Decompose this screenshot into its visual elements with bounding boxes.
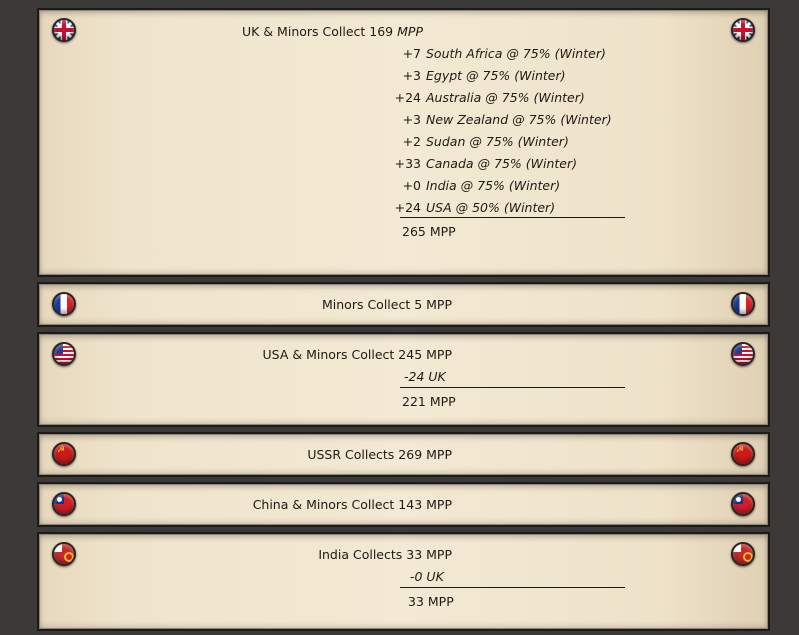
uk-collection-panel [37,8,770,277]
line-text: Australia @ 75% (Winter) [426,90,585,105]
line-text: Sudan @ 75% (Winter) [426,134,569,149]
line-amount: +24 [394,200,421,215]
india-flag-icon [731,542,755,566]
ussr-flag-icon [731,442,755,466]
adjustment-line: -24 UK [404,369,446,384]
usa-flag-icon [52,342,76,366]
france-flag-icon [731,292,755,316]
panel-title: China & Minors Collect 143 MPP [252,497,452,512]
ussr-flag-icon [52,442,76,466]
line-text: South Africa @ 75% (Winter) [426,46,606,61]
line-amount: +3 [402,68,421,83]
total-divider [400,387,625,388]
panel-title: India Collects 33 MPP [318,547,452,562]
total-value: 221 MPP [402,394,456,409]
line-amount: +3 [402,112,421,127]
line-text: India @ 75% (Winter) [426,178,561,193]
line-amount: +33 [394,156,421,171]
line-text: Canada @ 75% (Winter) [426,156,578,171]
line-text: USA @ 50% (Winter) [426,200,556,215]
line-text: New Zealand @ 75% (Winter) [426,112,612,127]
line-amount: +0 [402,178,421,193]
china-flag-icon [52,492,76,516]
panel-title: UK & Minors Collect 169 MPP [242,24,423,39]
france-flag-icon [52,292,76,316]
usa-collection-panel [37,332,770,427]
line-amount: +24 [394,90,421,105]
uk-flag-icon [731,18,755,42]
panel-title: USA & Minors Collect 245 MPP [262,347,452,362]
line-amount: +2 [402,134,421,149]
china-collection-panel [37,482,770,527]
line-amount: +7 [402,46,421,61]
panel-title: Minors Collect 5 MPP [322,297,452,312]
uk-flag-icon [52,18,76,42]
india-collection-panel [37,532,770,631]
total-value: 265 MPP [402,224,456,239]
china-flag-icon [731,492,755,516]
total-value: 33 MPP [408,594,454,609]
line-text: Egypt @ 75% (Winter) [426,68,566,83]
usa-flag-icon [731,342,755,366]
india-flag-icon [52,542,76,566]
adjustment-line: -0 UK [410,569,444,584]
total-divider [400,587,625,588]
panel-title: USSR Collects 269 MPP [307,447,452,462]
total-divider [400,217,625,218]
france-collection-panel [37,282,770,327]
ussr-collection-panel [37,432,770,477]
